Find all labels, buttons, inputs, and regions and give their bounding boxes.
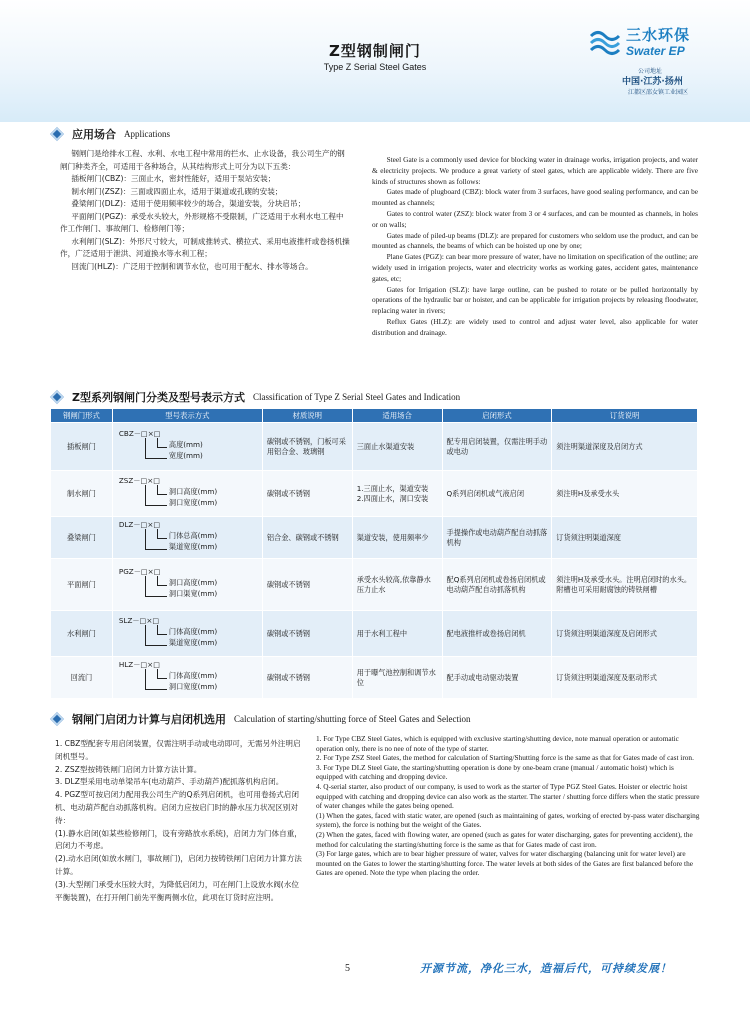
classification-title-cn: Z型系列钢闸门分类及型号表示方式 <box>72 391 245 404</box>
column-header: 钢闸门形式 <box>51 409 113 423</box>
model-code-diagram <box>117 616 257 652</box>
applications-title-en: Applications <box>124 129 170 139</box>
operation-cell: 配专用启闭装置，仅需注明手动或电动 <box>442 423 552 471</box>
calc-item-en: 4. Q-serial starter, also product of our company, is used to work as the starter of Type PGZ Steel Gates. Hoister or electric hoist equipped with catching and dropping device can also work as the starter. The starter / shutting force differs when the static pressure of water changes while the gates being opened. <box>316 781 700 811</box>
model-code-cell <box>112 611 262 657</box>
model-code-diagram <box>117 520 257 556</box>
dimension-label: 洞口高度(mm) <box>168 577 218 587</box>
applications-title-cn: 应用场合 <box>72 128 116 141</box>
cn-paragraph: 水利闸门(SLZ)：外形尺寸较大，可制成推转式、横拉式、采用电液推杆或卷扬机操作，广泛适用于泄洪、河道换水等水利工程； <box>60 236 350 258</box>
dimension-label: 门体总高(mm) <box>168 530 218 540</box>
page-title: Z型钢制闸门 <box>329 42 421 60</box>
dimension-label: 洞口宽度(mm) <box>168 681 218 691</box>
gate-type-cell: 叠梁闸门 <box>51 517 113 559</box>
model-code: ZSZ－□×□ <box>118 475 161 485</box>
material-cell: 碳钢或不锈钢 <box>262 657 352 699</box>
model-code: SLZ－□×□ <box>118 615 160 625</box>
usage-cell: 用于水利工程中 <box>352 611 442 657</box>
code-leader-line <box>157 485 167 495</box>
model-code-diagram <box>117 429 257 465</box>
order-cell: 订货须注明渠道深度及驱动形式 <box>552 657 698 699</box>
model-code-diagram <box>117 476 257 512</box>
usage-cell: 渠道安装，使用频率少 <box>352 517 442 559</box>
operation-cell: 配手动或电动驱动装置 <box>442 657 552 699</box>
material-cell: 碳钢或不锈钢 <box>262 559 352 611</box>
column-header: 材质说明 <box>262 409 352 423</box>
calc-item-cn: (3).大型闸门承受水压较大时，为降低启闭力，可在闸门上设放水阀(水位平衡装置)，在打开闸门前先平衡两侧水位，此项在订货时应注明。 <box>55 879 299 902</box>
calc-item-cn: 2. ZSZ型按铸铁闸门启闭力计算方法计算。 <box>55 764 202 774</box>
calculation-text-en <box>316 734 701 878</box>
table-row <box>51 517 698 559</box>
model-code-cell <box>112 471 262 517</box>
logo-text-en: Swater EP <box>626 44 685 58</box>
en-paragraph: Plane Gates (PGZ): can bear more pressure of water, have no limitation on specification of the outline; are widely used in irrigation projects, water and electricity works as working gates, accident gates, maintenance gates, etc; <box>372 252 698 283</box>
calc-item-en: 1. For Type CBZ Steel Gates, which is equipped with exclusive starting/shutting device, note manual operation or automatic operation only, there is no nee of note of the type of starter. <box>316 734 679 753</box>
wave-logo-icon <box>588 26 622 60</box>
column-header: 订货说明 <box>552 409 698 423</box>
material-cell: 碳钢或不锈钢，门板可采用铝合金、玻璃钢 <box>262 423 352 471</box>
code-leader-line <box>157 529 167 539</box>
cn-paragraph: 制水闸门(ZSZ)：三面或四面止水，适用于渠道或孔碶的安装； <box>71 186 283 196</box>
gate-type-cell: 水利闸门 <box>51 611 113 657</box>
calculation-text-cn <box>55 738 305 904</box>
cn-paragraph: 插板闸门(CBZ)：三面止水，密封性能好，适用于泵站安装； <box>71 174 276 183</box>
dimension-label: 渠道宽度(mm) <box>168 541 218 551</box>
logo-address-label: 公司地址 <box>638 68 663 75</box>
order-cell: 须注明H及承受水头 <box>552 471 698 517</box>
model-code: CBZ－□×□ <box>118 428 161 438</box>
diamond-bullet-icon <box>50 127 64 141</box>
model-code-cell <box>112 423 262 471</box>
cn-paragraph: 回流门(HLZ)：广泛用于控制和调节水位，也可用于配水、排水等场合。 <box>71 261 313 271</box>
code-leader-line <box>157 576 167 586</box>
dimension-label: 门体高度(mm) <box>168 670 218 680</box>
calc-item-en: (3) For large gates, which are to bear higher pressure of water, valves for water discharging (balancing unit for water level) are mounted on the Gates to lower the starting/shutting force. The water levels at both sides of the Gates are first balanced before the Gates are opened. Note the type when placing the order. <box>316 849 693 878</box>
dimension-label: 渠道宽度(mm) <box>168 637 218 647</box>
table-row <box>51 471 698 517</box>
calculation-title-cn: 钢闸门启闭力计算与启闭机选用 <box>72 713 226 726</box>
en-paragraph: Steel Gate is a commonly used device for blocking water in drainage works, irrigation projects, and water & electricity projects. We produce a great variety of steel gates, which are applicable widely. There are five kinds of structures shown as follows: <box>372 155 698 186</box>
cn-paragraph: 平面闸门(PGZ)：承受水头较大，外形规格不受限制，广泛适用于水利水电工程中作工作闸门、事故闸门、检修闸门等； <box>60 211 344 233</box>
code-leader-line <box>157 438 167 448</box>
table-row <box>51 559 698 611</box>
classification-table <box>50 408 698 699</box>
order-cell: 须注明H及承受水头。注明启闭时的水头。附槽也可采用耐腐蚀的铸铁闸槽 <box>552 559 698 611</box>
calc-item-cn: 4. PGZ型可按启闭力配用我公司生产的Q系列启闭机，也可用卷扬式启闭机、电动葫芦配自动抓落机构。启闭力应按启门时的静水压力状况区别对待： <box>55 790 299 825</box>
code-leader-line <box>157 625 167 635</box>
order-cell: 订货须注明渠道深度 <box>552 517 698 559</box>
calc-item-en: (2) When the gates, faced with flowing water, are opened (such as gates for water discharging, gates for preventing accident), the method for calculating the starting/shutting force is the same as that for Gates made of cast iron. <box>316 829 693 849</box>
calc-item-en: (1) When the gates, faced with static water, are opened (such as maintaining of gates, working of erected by-pass water discharging system), the force is nothing but the weight of the Gates. <box>316 810 700 830</box>
page-number: 5 <box>345 963 350 974</box>
order-cell: 订货须注明渠道深度及启闭形式 <box>552 611 698 657</box>
model-code-diagram <box>117 567 257 603</box>
applications-heading <box>50 126 170 142</box>
operation-cell: 配Q系列启闭机或卷扬启闭机或电动葫芦配自动抓落机构 <box>442 559 552 611</box>
gate-type-cell: 插板闸门 <box>51 423 113 471</box>
diamond-bullet-icon <box>50 390 64 404</box>
en-paragraph: Gates for Irrigation (SLZ): have large outline, can be pushed to rotate or be pulled horizontally by operations of the hydraulic bar or hoister, and can be applicable for irrigation projects by releasing floodwater, replacing water in rivers; <box>372 284 698 316</box>
model-code: HLZ－□×□ <box>118 659 160 669</box>
column-header: 型号表示方式 <box>112 409 262 423</box>
calc-item-en: 2. For Type ZSZ Steel Gates, the method for calculation of Starting/Shutting force is the same as that for Gates made of cast iron. <box>316 753 694 763</box>
gate-type-cell: 回流门 <box>51 657 113 699</box>
calculation-heading <box>50 711 470 727</box>
model-code: PGZ－□×□ <box>118 566 161 576</box>
usage-cell: 三面止水渠道安装 <box>352 423 442 471</box>
gate-type-cell: 平面闸门 <box>51 559 113 611</box>
dimension-label: 门体高度(mm) <box>168 626 218 636</box>
operation-cell: 手提操作或电动葫芦配自动抓落机构 <box>442 517 552 559</box>
operation-cell: Q系列启闭机或气液启闭 <box>442 471 552 517</box>
material-cell: 铝合金、碳钢或不锈钢 <box>262 517 352 559</box>
model-code: DLZ－□×□ <box>118 519 161 529</box>
calc-item-cn: 1. CBZ型配套专用启闭装置，仅需注明手动或电动即可，无需另外注明启闭机型号。 <box>55 739 301 761</box>
dimension-label: 洞口高度(mm) <box>168 486 218 496</box>
order-cell: 须注明渠道深度及启闭方式 <box>552 423 698 471</box>
calc-item-cn: (1).静水启闭(如某些检修闸门，设有旁路放水系统)，启闭力为门体自重，启闭力不考虑。 <box>55 828 302 851</box>
applications-text-cn <box>60 148 350 273</box>
material-cell: 碳钢或不锈钢 <box>262 611 352 657</box>
logo-text-cn: 三水环保 <box>626 26 691 44</box>
usage-cell: 1.三面止水，渠道安装 2.四面止水，洞口安装 <box>352 471 442 517</box>
usage-cell: 承受水头较高,依靠静水压力止水 <box>352 559 442 611</box>
calc-item-cn: (2).动水启闭(如放水闸门，事故闸门)，启闭力按铸铁闸门启闭力计算方法计算。 <box>55 854 302 876</box>
calc-item-cn: 3. DLZ型采用电动单梁吊车(电动葫芦、手动葫芦)配抓落机构启闭。 <box>55 777 284 787</box>
column-header: 适用场合 <box>352 409 442 423</box>
dimension-label: 洞口宽度(mm) <box>168 497 218 507</box>
en-paragraph: Reflux Gates (HLZ): are widely used to control and adjust water level, also applicable for water distribution and drainage. <box>372 316 698 337</box>
logo-address-main: 中国·江苏·扬州 <box>622 77 683 87</box>
classification-heading <box>50 389 460 405</box>
table-row <box>51 657 698 699</box>
model-code-cell <box>112 559 262 611</box>
model-code-cell <box>112 657 262 699</box>
classification-title-en: Classification of Type Z Serial Steel Gates and Indication <box>252 392 461 402</box>
applications-text-en <box>372 155 698 339</box>
en-paragraph: Gates to control water (ZSZ): block water from 3 or 4 surfaces, and can be mounted as channels, in holes or on walls; <box>372 208 698 229</box>
usage-cell: 用于曝气池控制和调节水位 <box>352 657 442 699</box>
table-row <box>51 423 698 471</box>
dimension-label: 高度(mm) <box>168 439 203 449</box>
code-leader-line <box>157 669 167 679</box>
dimension-label: 宽度(mm) <box>168 450 203 460</box>
model-code-diagram <box>117 660 257 696</box>
calculation-title-en: Calculation of starting/shutting force of Steel Gates and Selection <box>234 714 471 724</box>
table-header-row <box>51 409 698 423</box>
company-logo <box>588 22 738 102</box>
dimension-label: 洞口渠宽(mm) <box>168 588 218 598</box>
footer-slogan: 开源节流，净化三水，造福后代，可持续发展！ <box>420 962 672 975</box>
operation-cell: 配电液推杆或卷扬启闭机 <box>442 611 552 657</box>
gate-type-cell: 制水闸门 <box>51 471 113 517</box>
logo-address-sub: 江都区邵女镇工业园区 <box>628 89 689 96</box>
en-paragraph: Gates made of plugboard (CBZ): block water from 3 surfaces, have good sealing performance, and can be mounted as channels; <box>372 187 698 208</box>
cn-paragraph: 钢闸门是给排水工程、水利、水电工程中常用的拦水、止水设备，我公司生产的钢闸门种类齐全，可适用于各种场合，从其结构形式上可分为以下五类： <box>60 149 345 171</box>
en-paragraph: Gates made of piled-up beams (DLZ): are prepared for customers who seldom use the product, and can be mounted as channels, the beams of which can be hoisted up one by one; <box>372 230 698 251</box>
diamond-bullet-icon <box>50 712 64 726</box>
table-row <box>51 611 698 657</box>
page-subtitle: Type Z Serial Steel Gates <box>323 62 427 72</box>
calc-item-en: 3. For Type DLZ Steel Gate, the starting/shutting operation is done by one-beam crane (manual / automatic hoist) which is equipped with catching and dropping device. <box>316 762 674 782</box>
cn-paragraph: 叠梁闸门(DLZ)：适用于使用频率较少的场合，渠道安装，分块启吊； <box>71 199 306 208</box>
material-cell: 碳钢或不锈钢 <box>262 471 352 517</box>
model-code-cell <box>112 517 262 559</box>
column-header: 启闭形式 <box>442 409 552 423</box>
